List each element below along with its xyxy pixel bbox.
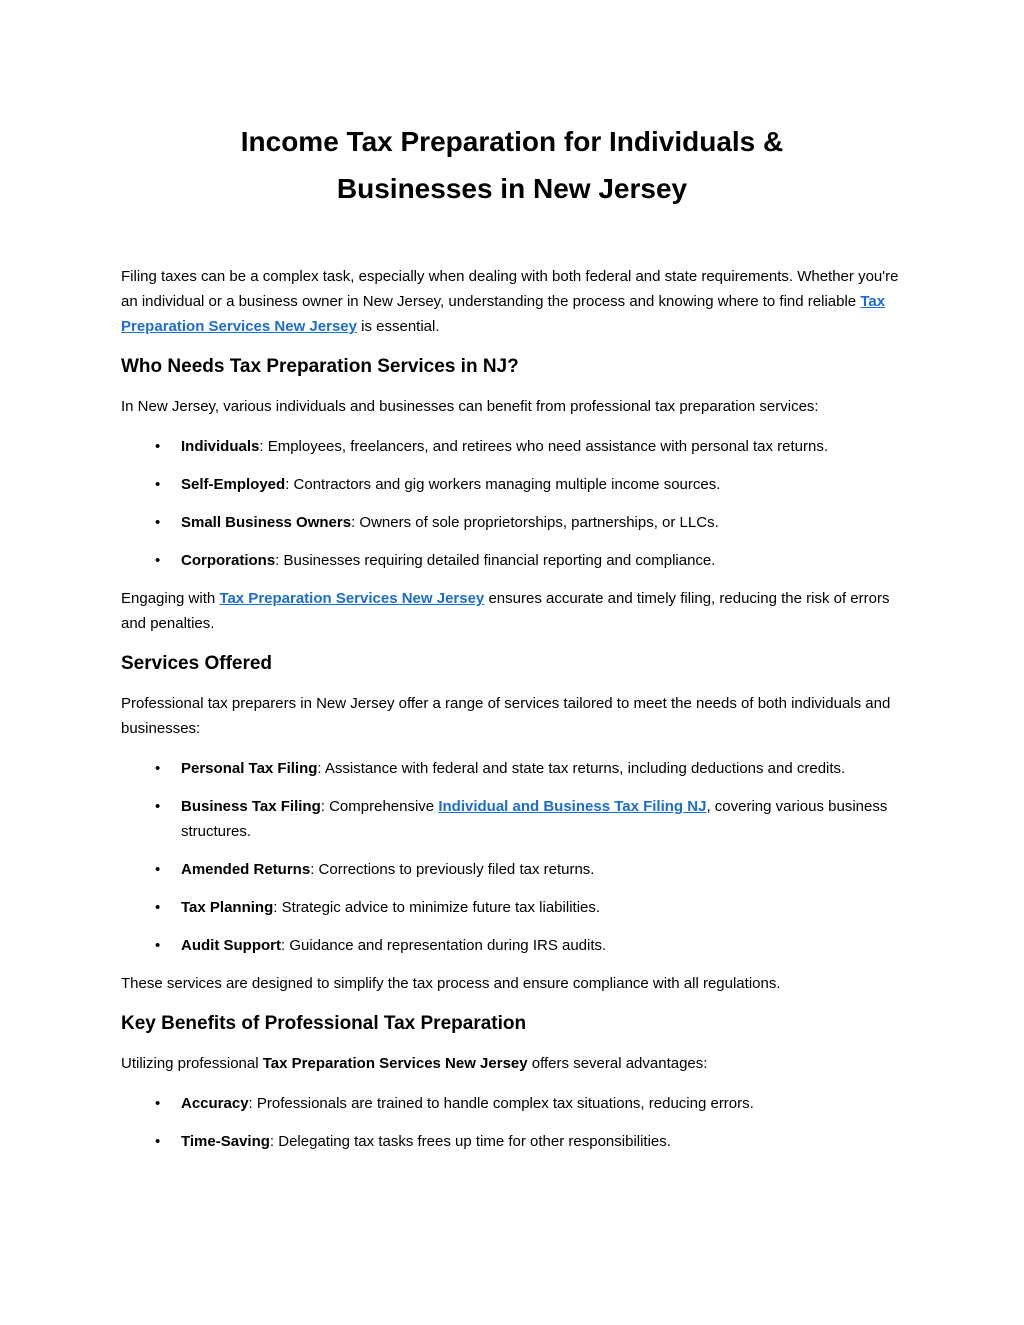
bullet-term: Accuracy bbox=[181, 1095, 249, 1112]
services-lead: Professional tax preparers in New Jersey offer a range of services tailored to meet the needs of both individuals and businesses: bbox=[121, 695, 891, 737]
bullet-term: Audit Support bbox=[181, 937, 281, 954]
bullet-text: : Delegating tax tasks frees up time for other responsibilities. bbox=[269, 1133, 671, 1150]
services-list bbox=[121, 756, 903, 958]
list-item bbox=[181, 510, 903, 535]
bullet-text: : Guidance and representation during IRS audits. bbox=[280, 937, 607, 954]
document-title-line2: Businesses in New Jersey bbox=[336, 173, 688, 204]
benefits-lead-before-bold: Utilizing professional bbox=[121, 1055, 263, 1072]
bullet-text: : Contractors and gig workers managing multiple income sources. bbox=[285, 476, 721, 493]
bullet-text: : Assistance with federal and state tax returns, including deductions and credits. bbox=[317, 760, 846, 777]
bullet-text: : Strategic advice to minimize future tax liabilities. bbox=[273, 899, 601, 916]
list-item bbox=[181, 1129, 903, 1154]
document-title-line1: Income Tax Preparation for Individuals & bbox=[240, 126, 784, 157]
list-item bbox=[181, 857, 903, 882]
list-item bbox=[181, 472, 903, 497]
tax-prep-services-link-2[interactable]: Tax Preparation Services New Jersey bbox=[219, 590, 485, 607]
heading-services-offered: Services Offered bbox=[121, 653, 273, 674]
benefits-list bbox=[121, 1091, 903, 1154]
heading-key-benefits: Key Benefits of Professional Tax Preparation bbox=[121, 1013, 527, 1034]
who-needs-closing bbox=[121, 586, 903, 636]
document-title bbox=[121, 118, 903, 212]
services-closing: These services are designed to simplify the tax process and ensure compliance with all regulations. bbox=[121, 975, 781, 992]
who-needs-list bbox=[121, 434, 903, 573]
list-item bbox=[181, 1091, 903, 1116]
bullet-text: : Corrections to previously filed tax returns. bbox=[310, 861, 595, 878]
benefits-lead bbox=[121, 1051, 903, 1076]
bullet-term: Time-Saving bbox=[181, 1133, 270, 1150]
intro-text-after-link: is essential. bbox=[356, 318, 440, 335]
bullet-term: Amended Returns bbox=[181, 861, 311, 878]
bullet-text: : Owners of sole proprietorships, partnerships, or LLCs. bbox=[351, 514, 719, 531]
list-item bbox=[181, 794, 903, 844]
bullet-text: : Professionals are trained to handle complex tax situations, reducing errors. bbox=[248, 1095, 754, 1112]
intro-paragraph bbox=[121, 264, 903, 339]
bullet-term: Business Tax Filing bbox=[181, 798, 321, 815]
bullet-text: : Employees, freelancers, and retirees who need assistance with personal tax returns. bbox=[259, 438, 828, 455]
bullet-text: : Businesses requiring detailed financial reporting and compliance. bbox=[275, 552, 716, 569]
heading-who-needs: Who Needs Tax Preparation Services in NJ? bbox=[121, 356, 519, 377]
bullet-term: Self-Employed bbox=[181, 476, 286, 493]
bullet-text: : Comprehensive bbox=[320, 798, 439, 815]
tax-prep-services-link[interactable]: Tax Preparation Services New Jersey bbox=[121, 293, 886, 335]
benefits-lead-bold: Tax Preparation Services New Jersey bbox=[262, 1055, 528, 1072]
bullet-term: Small Business Owners bbox=[181, 514, 352, 531]
list-item bbox=[181, 756, 903, 781]
bullet-term: Corporations bbox=[181, 552, 276, 569]
list-item bbox=[181, 933, 903, 958]
who-needs-lead: In New Jersey, various individuals and businesses can benefit from professional tax preparation services: bbox=[121, 398, 819, 415]
bullet-term: Tax Planning bbox=[181, 899, 274, 916]
list-item bbox=[181, 548, 903, 573]
individual-business-tax-filing-link[interactable]: Individual and Business Tax Filing NJ bbox=[438, 798, 707, 815]
closing-text-after-link: ensures accurate and timely filing, reducing the risk of errors and penalties. bbox=[121, 590, 890, 632]
list-item bbox=[181, 434, 903, 459]
list-item bbox=[181, 895, 903, 920]
closing-text-before-link: Engaging with bbox=[121, 590, 220, 607]
intro-text-before-link: Filing taxes can be a complex task, especially when dealing with both federal and state requirements. Whether you're an individual or a business owner in New Jersey, understanding the process and knowing where to find reliable bbox=[121, 268, 899, 310]
bullet-term: Personal Tax Filing bbox=[181, 760, 318, 777]
bullet-term: Individuals bbox=[181, 438, 260, 455]
benefits-lead-after-bold: offers several advantages: bbox=[527, 1055, 708, 1072]
bullet-text: , covering various business structures. bbox=[181, 798, 888, 840]
